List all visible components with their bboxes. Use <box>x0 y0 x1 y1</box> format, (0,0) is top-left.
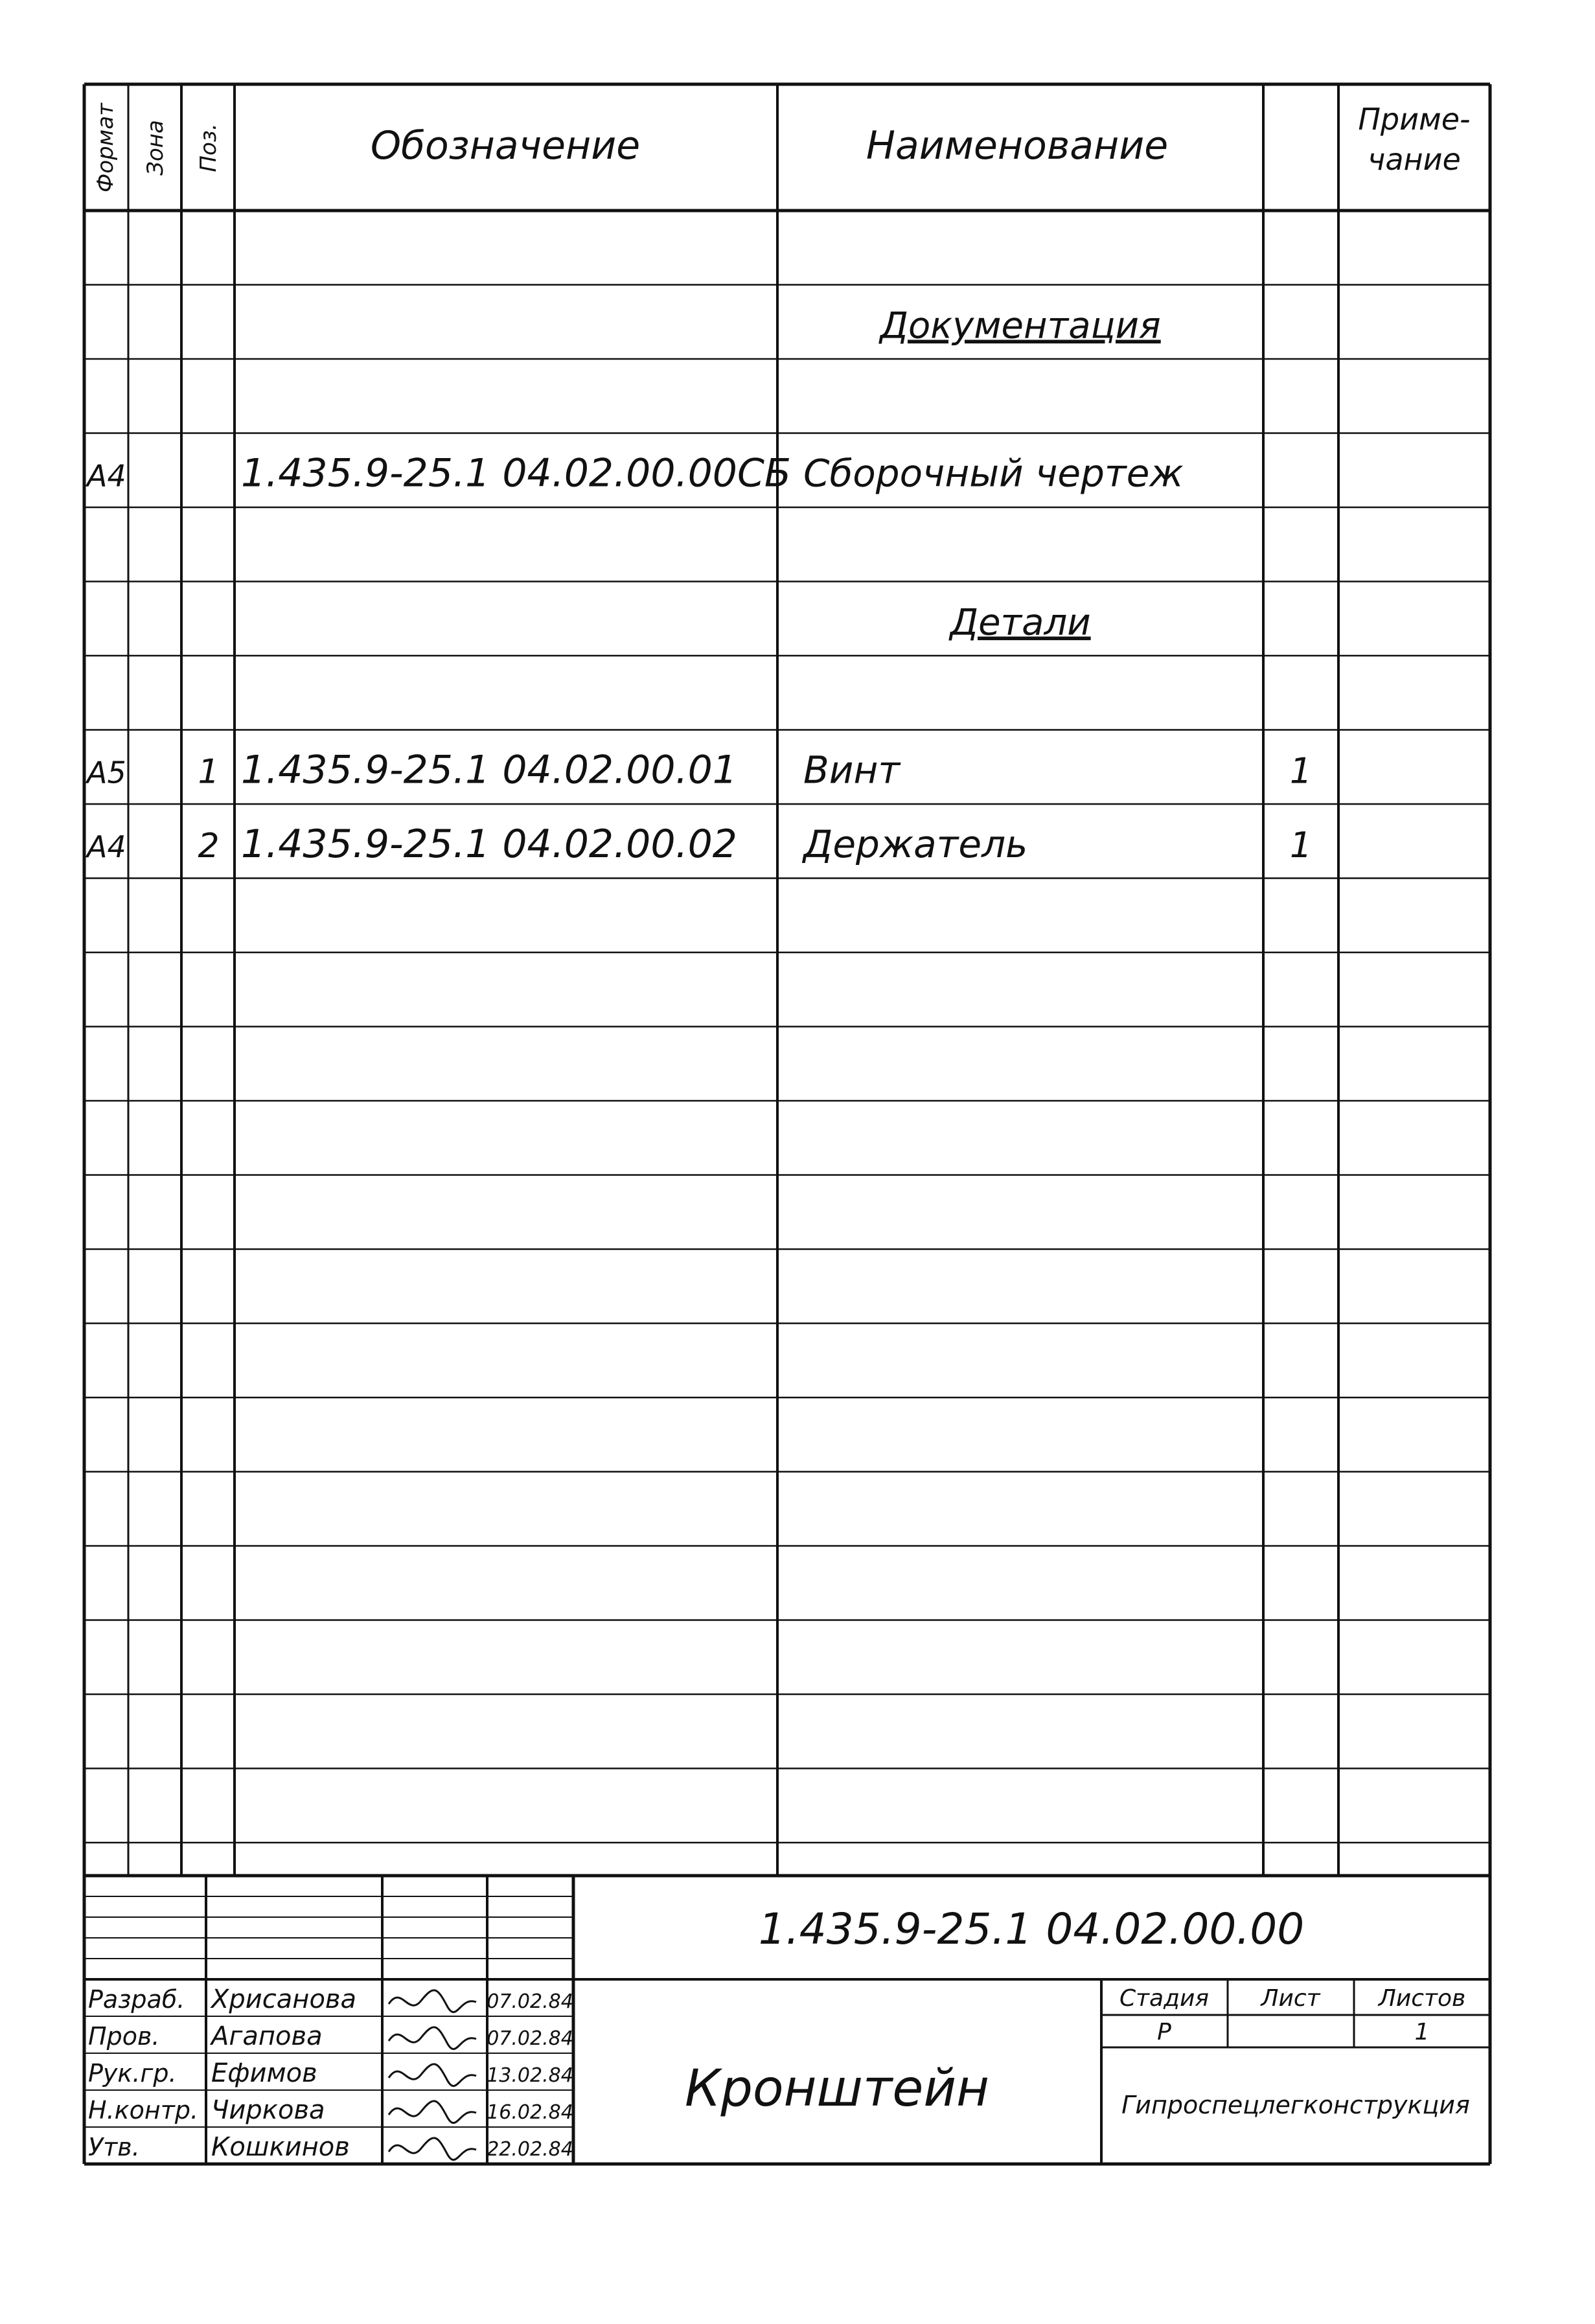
header-note-line1: Приме- <box>1358 102 1471 137</box>
signature-date: 07.02.84 <box>487 1990 573 2013</box>
row-format: А4 <box>87 829 126 864</box>
sheets-value: 1 <box>1414 2019 1430 2045</box>
sheets-label: Листов <box>1378 1985 1466 2012</box>
section-heading: Детали <box>950 601 1091 644</box>
signature-name: Ефимов <box>211 2058 317 2088</box>
signature-scribble <box>389 2101 476 2123</box>
signature-row <box>88 2021 573 2051</box>
stage-value: Р <box>1157 2019 1171 2045</box>
header-designation: Обозначение <box>370 123 641 168</box>
header-format: Формат <box>93 103 119 192</box>
header-zone: Зона <box>143 120 168 176</box>
row-quantity: 1 <box>1289 825 1313 866</box>
document-code: 1.435.9-25.1 04.02.00.00 <box>758 1904 1305 1954</box>
table-frame <box>84 84 1490 2164</box>
table-row <box>85 451 1184 496</box>
signature-role: Рук.гр. <box>88 2059 177 2088</box>
signature-name: Агапова <box>211 2021 323 2051</box>
signature-scribble <box>389 2138 476 2160</box>
signature-name: Хрисанова <box>211 1985 357 2014</box>
signature-row <box>88 2132 573 2162</box>
row-name: Винт <box>803 748 901 792</box>
row-format: А5 <box>87 755 126 790</box>
specification-rows <box>85 305 1312 868</box>
signature-scribble <box>389 2064 476 2086</box>
signature-role: Пров. <box>88 2022 160 2051</box>
header-name: Наименование <box>866 123 1169 168</box>
signature-role: Разраб. <box>88 1985 185 2014</box>
row-designation: 1.435.9-25.1 04.02.00.02 <box>241 822 737 867</box>
signature-role: Утв. <box>88 2133 140 2161</box>
signature-name: Чиркова <box>211 2095 325 2125</box>
table-row <box>85 822 1312 867</box>
table-row-lines <box>84 285 1490 1843</box>
signature-date: 13.02.84 <box>487 2064 573 2087</box>
row-name: Держатель <box>803 822 1028 866</box>
header-note-line2: чание <box>1368 142 1461 177</box>
document-title: Кронштейн <box>684 2060 990 2118</box>
row-quantity: 1 <box>1289 750 1313 792</box>
header-pos: Поз. <box>196 123 222 172</box>
sheet-label: Лист <box>1261 1985 1320 2012</box>
signature-row <box>88 1985 573 2014</box>
organization-name: Гипроспецлегконструкция <box>1121 2091 1470 2119</box>
row-position: 1 <box>198 752 220 792</box>
table-row <box>878 305 1160 347</box>
table-row <box>948 602 1090 644</box>
signature-name: Кошкинов <box>211 2132 350 2162</box>
row-format: А4 <box>87 458 126 494</box>
row-designation: 1.435.9-25.1 04.02.00.00СБ <box>241 450 791 496</box>
signature-scribble <box>389 2027 476 2049</box>
stage-label: Стадия <box>1119 1985 1210 2012</box>
signature-rows <box>88 1985 573 2162</box>
signature-date: 22.02.84 <box>487 2138 573 2161</box>
row-designation: 1.435.9-25.1 04.02.00.01 <box>241 747 737 793</box>
row-name: Сборочный чертеж <box>803 451 1184 496</box>
signature-role: Н.контр. <box>88 2096 199 2124</box>
signature-scribble <box>389 1990 476 2012</box>
row-position: 2 <box>198 827 220 866</box>
table-row <box>85 748 1312 793</box>
section-heading: Документация <box>880 305 1161 347</box>
signature-row <box>88 2095 573 2125</box>
signature-date: 07.02.84 <box>487 2027 573 2050</box>
signature-row <box>88 2058 573 2088</box>
signature-date: 16.02.84 <box>487 2101 573 2124</box>
